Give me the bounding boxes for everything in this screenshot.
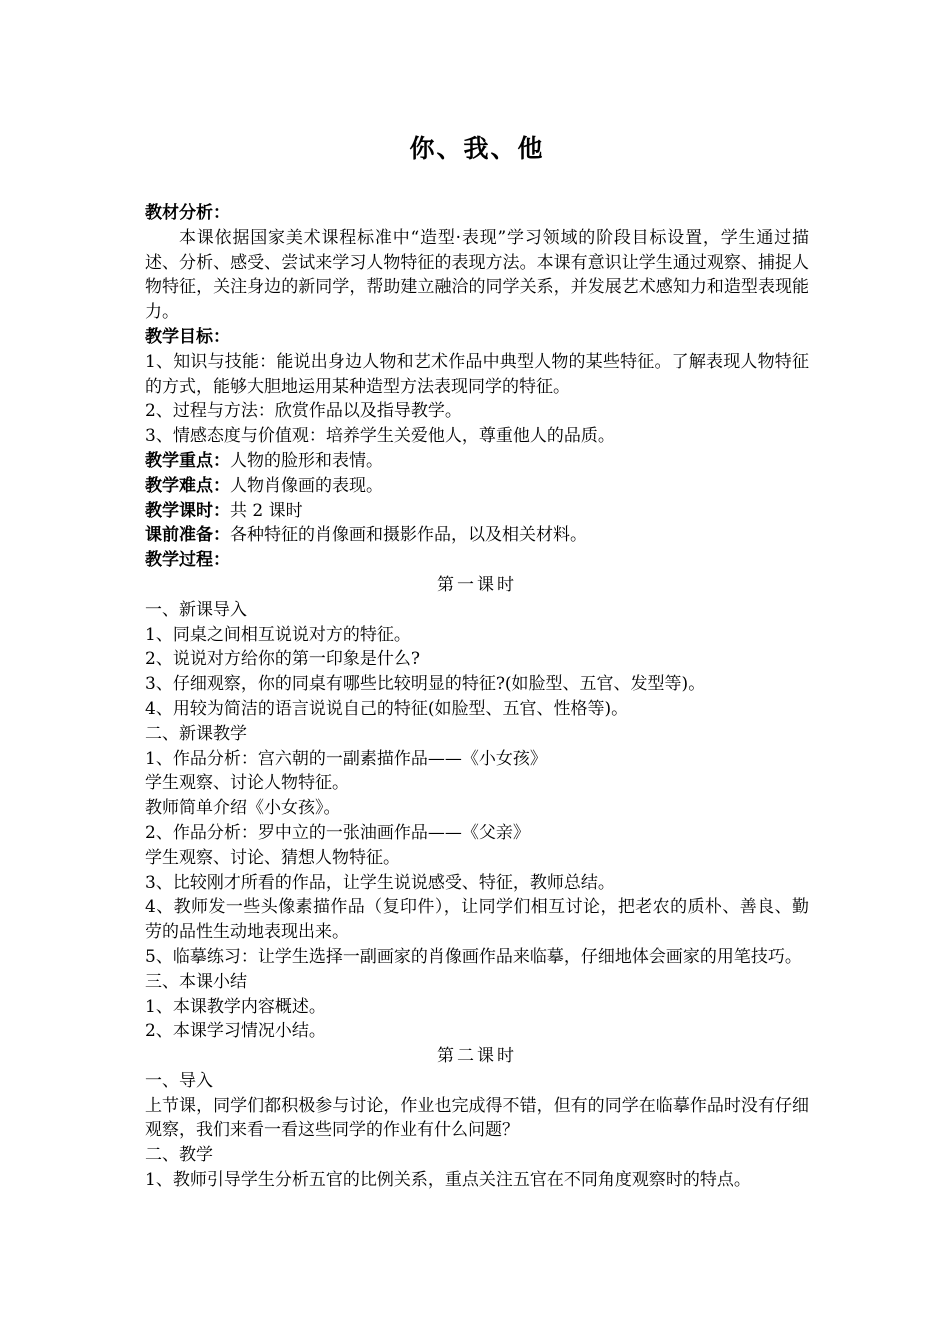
goals-heading: 教学目标： — [145, 326, 230, 347]
goal-item: 2、过程与方法：欣赏作品以及指导教学。 — [145, 401, 462, 422]
lesson1-line: 4、用较为简洁的语言说说自己的特征(如脸型、五官、性格等)。 — [145, 698, 629, 719]
analysis-body: 本课依据国家美术课程标准中“造型·表现”学习领域的阶段目标设置，学生通过描述、分析、感受、尝试来学习人物特征的表现方法。本课有意识让学生通过观察、捕捉人物特征，关注身边的新同学，帮助建立融洽的同学关系，并发展艺术感知力和造型表现能力。 — [145, 227, 809, 323]
prep-label: 课前准备： — [145, 525, 230, 546]
lesson1-line: 1、作品分析：宫六朝的一副素描作品——《小女孩》 — [145, 748, 547, 769]
lesson1-line: 学生观察、讨论人物特征。 — [145, 773, 349, 794]
lesson1-line: 教师简单介绍《小女孩》。 — [145, 798, 341, 819]
hours-label: 教学课时： — [145, 500, 230, 521]
lesson1-line: 5、临摹练习：让学生选择一副画家的肖像画作品来临摹，仔细地体会画家的用笔技巧。 — [145, 946, 802, 967]
lesson1-line: 4、教师发一些头像素描作品（复印件），让同学们相互讨论，把老农的质朴、善良、勤劳的品性生动地表现出来。 — [145, 897, 809, 943]
prep-row — [145, 523, 809, 548]
hours-row — [145, 499, 809, 524]
lesson2-line: 二、教学 — [145, 1145, 213, 1166]
process-heading: 教学过程： — [145, 550, 230, 571]
document-title: 你、我、他 — [409, 134, 545, 163]
hours-text: 共 2 课时 — [230, 500, 303, 521]
key-point-text: 人物的脸形和表情。 — [230, 450, 383, 471]
analysis-heading: 教材分析： — [145, 203, 230, 223]
lesson2-line: 上节课，同学们都积极参与讨论，作业也完成得不错，但有的同学在临摹作品时没有仔细观察，我们来看一看这些同学的作业有什么问题？ — [145, 1095, 809, 1141]
lesson1-heading: 第一课时 — [437, 574, 517, 595]
lesson1-line: 学生观察、讨论、猜想人物特征。 — [145, 847, 400, 868]
difficulty-row — [145, 474, 809, 499]
lesson1-line: 3、仔细观察，你的同桌有哪些比较明显的特征?(如脸型、五官、发型等)。 — [145, 674, 706, 695]
lesson1-line: 2、说说对方给你的第一印象是什么? — [145, 649, 420, 670]
lesson2-line: 1、教师引导学生分析五官的比例关系，重点关注五官在不同角度观察时的特点。 — [145, 1170, 751, 1191]
lesson1-line: 1、同桌之间相互说说对方的特征。 — [145, 624, 411, 645]
difficulty-text: 人物肖像画的表现。 — [230, 475, 383, 496]
key-point-label: 教学重点： — [145, 450, 230, 471]
lesson1-line: 一、新课导入 — [145, 599, 247, 620]
lesson1-line: 二、新课教学 — [145, 723, 247, 744]
lesson1-line: 三、本课小结 — [145, 971, 247, 992]
lesson1-line: 2、本课学习情况小结。 — [145, 1021, 326, 1042]
goal-item: 1、知识与技能：能说出身边人物和艺术作品中典型人物的某些特征。了解表现人物特征的方式，能够大胆地运用某种造型方法表现同学的特征。 — [145, 351, 809, 397]
goal-item: 3、情感态度与价值观：培养学生关爱他人，尊重他人的品质。 — [145, 426, 615, 447]
lesson2-line: 一、导入 — [145, 1070, 213, 1091]
difficulty-label: 教学难点： — [145, 475, 230, 496]
lesson1-line: 2、作品分析：罗中立的一张油画作品——《父亲》 — [145, 822, 530, 843]
document-page — [145, 131, 809, 1193]
lesson1-line: 1、本课教学内容概述。 — [145, 996, 326, 1017]
key-point-row — [145, 449, 809, 474]
lesson2-heading: 第二课时 — [437, 1046, 517, 1067]
prep-text: 各种特征的肖像画和摄影作品，以及相关材料。 — [230, 525, 587, 546]
lesson1-line: 3、比较刚才所看的作品，让学生说说感受、特征，教师总结。 — [145, 872, 615, 893]
